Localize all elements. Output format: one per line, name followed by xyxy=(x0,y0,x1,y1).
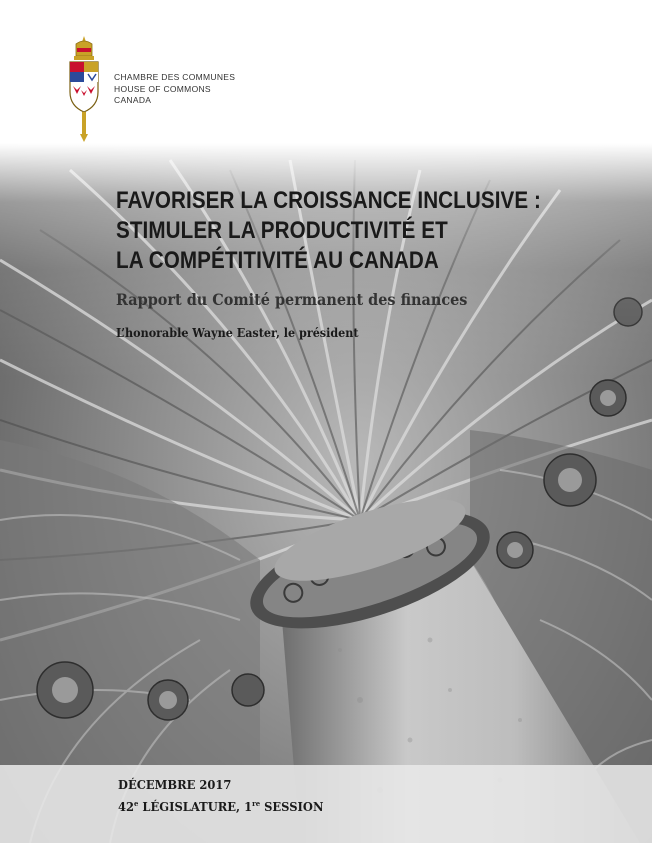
session-ordinal: re xyxy=(252,799,261,808)
org-line-country: CANADA xyxy=(114,95,152,105)
report-title-line-3: LA COMPÉTITIVITÉ AU CANADA xyxy=(116,247,439,274)
legislature-ordinal: e xyxy=(134,799,139,808)
report-title-line-2: STIMULER LA PRODUCTIVITÉ ET xyxy=(116,217,448,244)
org-line-en: HOUSE OF COMMONS xyxy=(114,83,211,94)
footer-text xyxy=(118,775,323,816)
legislature-label: LÉGISLATURE, 1 xyxy=(138,799,253,814)
crest-icon xyxy=(62,34,106,144)
footer-band xyxy=(0,765,652,843)
organization-name xyxy=(114,72,235,107)
report-title-block xyxy=(116,186,636,341)
legislature-session xyxy=(118,794,323,816)
org-line-fr: CHAMBRE DES COMMUNES xyxy=(114,72,236,82)
committee-chair: L’honorable Wayne Easter, le président xyxy=(116,326,359,340)
legislature-number: 42 xyxy=(118,799,135,814)
report-date: DÉCEMBRE 2017 xyxy=(118,777,232,792)
house-of-commons-logo xyxy=(62,34,282,146)
session-label: SESSION xyxy=(260,799,324,814)
report-subtitle: Rapport du Comité permanent des finances xyxy=(116,290,468,309)
report-title-line-1: FAVORISER LA CROISSANCE INCLUSIVE : xyxy=(116,187,542,214)
